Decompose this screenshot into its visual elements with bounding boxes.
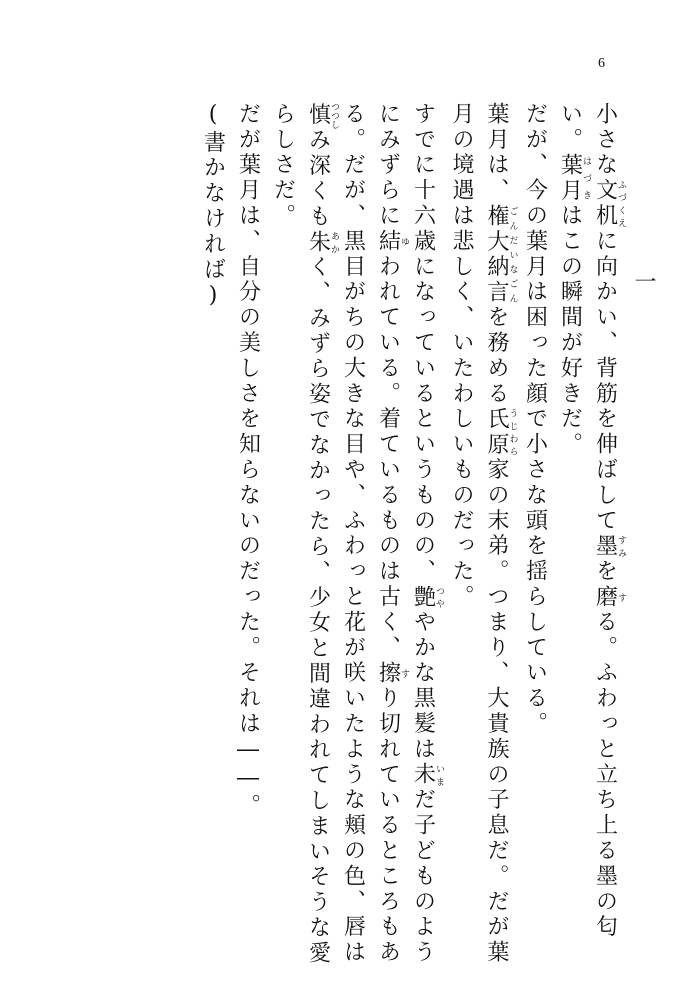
- vertical-body-text: [86, 102, 661, 971]
- paragraph-list: [196, 102, 627, 971]
- text-run: 葉月は、: [484, 102, 509, 204]
- furigana: す: [616, 584, 626, 611]
- ruby-word: 慎つつし: [305, 102, 339, 129]
- ruby-word: 朱あか: [305, 229, 339, 256]
- ruby-word: 結ゆ: [375, 229, 409, 255]
- text-run: み深くも: [305, 128, 331, 230]
- furigana: す: [399, 660, 409, 687]
- ruby-word: 艶つや: [410, 584, 444, 611]
- furigana: あか: [329, 229, 339, 256]
- ruby-word: 葉月はづき: [557, 152, 591, 204]
- furigana: ごんだいなごん: [507, 203, 518, 306]
- paragraph: [231, 102, 266, 971]
- text-run: だが葉月は、自分の美しさを知らないのだった。それは――。: [235, 102, 261, 820]
- furigana: ふづくえ: [616, 178, 626, 229]
- text-run: く、みずら姿でなかったら、少女と間違われてしまいそうな愛らしさだ。: [270, 102, 331, 967]
- text-run: り切れているところもある。だが、黒目がちの大きな目や、ふわっと花が咲いたような頬の色、唇は: [340, 102, 401, 966]
- ruby-word: 氏原うじわら: [484, 406, 518, 458]
- text-run: われている。着ているものは古く、: [375, 254, 401, 661]
- text-run: に向かい、背筋を伸ばして: [592, 229, 618, 534]
- furigana: ゆ: [399, 229, 409, 255]
- ruby-word: 磨す: [592, 584, 626, 611]
- ruby-word: 墨すみ: [592, 533, 626, 560]
- furigana: すみ: [616, 533, 626, 560]
- chapter-heading: 一: [631, 270, 656, 292]
- text-run: 小さな: [592, 102, 618, 179]
- text-run: やかな黒髪は: [410, 610, 436, 763]
- furigana: うじわら: [507, 406, 518, 458]
- furigana: つつし: [329, 102, 339, 129]
- paragraph: [196, 102, 231, 971]
- text-run: る。ふわっと立ち上る墨の匂い。: [557, 102, 618, 941]
- paragraph: [553, 102, 627, 971]
- ruby-word: 擦す: [375, 660, 409, 687]
- text-run: 家の末弟。つまり、大貴族の子息だ。だが葉月の境遇は悲しく、いたわしいものだった。: [449, 102, 509, 966]
- ruby-word: 未いま: [410, 762, 444, 788]
- furigana: いま: [434, 762, 444, 788]
- text-run: すでに十六歳になっているというものの、: [410, 102, 436, 585]
- text-run: だ子どものようにみずらに: [375, 102, 436, 966]
- ruby-word: 文机ふづくえ: [592, 178, 626, 230]
- paragraph: [518, 102, 553, 971]
- furigana: つや: [434, 584, 444, 610]
- text-run: を務める: [484, 305, 509, 407]
- text-run: はこの瞬間が好きだ。: [557, 203, 583, 458]
- text-run: だが、今の葉月は困った顔で小さな頭を揺らしている。: [522, 102, 548, 737]
- paragraph: [266, 102, 445, 971]
- text-run: (書かなければ): [200, 102, 226, 312]
- paragraph: [444, 102, 518, 971]
- furigana: はづき: [581, 152, 591, 204]
- text-run: を: [592, 559, 618, 585]
- ruby-word: 権大納言ごんだいなごん: [484, 203, 518, 306]
- page-number: 6: [598, 56, 605, 71]
